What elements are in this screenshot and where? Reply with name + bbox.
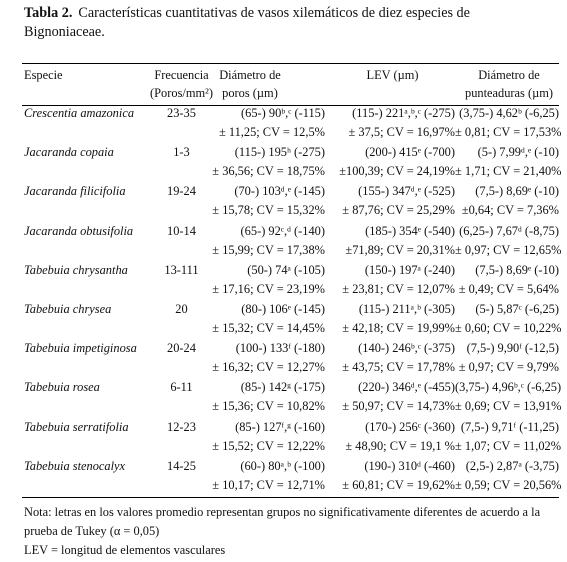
pore-diameter-stats: ± 10,17; CV = 12,71% <box>212 477 325 492</box>
lev-range: (190-) 310ᵈ (-460) <box>364 458 455 473</box>
species-name: Tabebuia chrysea <box>24 302 112 316</box>
species-name: Tabebuia rosea <box>24 380 100 395</box>
header-pit-diameter <box>459 66 559 102</box>
pore-diameter-range: (85-) 127ᶠ,ᵍ (-160) <box>235 419 325 434</box>
pit-diameter-stats: ± 0,59; CV = 20,56% <box>455 477 562 492</box>
bottom-rule <box>22 497 559 498</box>
species-name: Jacaranda obtusifolia <box>24 223 134 238</box>
lev-range: (115-) 221ᵃ,ᵇ,ᶜ (-275) <box>352 106 455 120</box>
top-rule <box>22 63 559 64</box>
lev-stats: ± 60,81; CV = 19,62% <box>342 477 455 492</box>
species-name: Tabebuia serratifolia <box>24 419 129 434</box>
pit-diameter-range: (7,5-) 8,69ᵉ (-10) <box>475 262 559 277</box>
pore-diameter-stats: ± 16,32; CV = 12,27% <box>212 360 325 375</box>
pore-diameter-range: (115-) 195ʰ (-275) <box>234 145 325 160</box>
pit-diameter-range: (3,75-) 4,96ᵇ,ᶜ (-6,25) <box>455 380 562 395</box>
lev-stats: ± 48,90; CV = 19,1 % <box>345 438 455 453</box>
header-frequency-line1: Frecuencia <box>154 68 209 82</box>
header-lev-line1: LEV (µm) <box>366 68 419 82</box>
pore-diameter-stats: ± 15,36; CV = 10,82% <box>212 399 325 414</box>
lev-stats: ± 43,75; CV = 17,78% <box>342 360 455 375</box>
lev-stats: ± 50,97; CV = 14,73% <box>342 399 455 414</box>
header-lev <box>330 66 455 84</box>
frequency-value: 10-14 <box>167 223 196 238</box>
lev-stats: ± 37,5; CV = 16,97% <box>348 125 455 139</box>
lev-stats: ±71,89; CV = 20,31% <box>345 242 455 257</box>
frequency-value: 19-24 <box>167 184 196 199</box>
pit-diameter-stats: ± 0,49; CV = 5,64% <box>458 281 559 296</box>
species-name: Crescentia amazonica <box>24 106 135 120</box>
header-species: Especie <box>24 68 63 82</box>
pit-diameter-range: (2,5-) 2,87ᵃ (-3,75) <box>465 458 559 473</box>
pore-diameter-range: (80-) 106ᵉ (-145) <box>241 302 325 316</box>
frequency-value: 6-11 <box>170 380 193 395</box>
pit-diameter-range: (7,5-) 8,69ᵉ (-10) <box>475 184 559 199</box>
lev-range: (200-) 415ᵉ (-700) <box>365 145 455 160</box>
lev-range: (115-) 211ᵃ,ᵇ (-305) <box>358 302 455 316</box>
lev-stats: ± 23,81; CV = 12,07% <box>342 281 455 296</box>
lev-stats: ± 87,76; CV = 25,29% <box>342 203 455 218</box>
frequency-value: 1-3 <box>173 145 190 160</box>
pore-diameter-range: (70-) 103ᵈ,ᵉ (-145) <box>234 184 325 199</box>
pore-diameter-stats: ± 15,78; CV = 15,32% <box>212 203 325 218</box>
pore-diameter-stats: ± 15,52; CV = 12,22% <box>212 438 325 453</box>
pit-diameter-stats: ± 0,97; CV = 12,65% <box>455 242 562 257</box>
pit-diameter-range: (5-) 5,87ᶜ (-6,25) <box>475 302 559 316</box>
species-name: Tabebuia stenocalyx <box>24 458 126 473</box>
frequency-value: 12-23 <box>167 419 196 434</box>
pit-diameter-range: (3,75-) 4,62ᵇ (-6,25) <box>459 106 559 120</box>
frequency-value: 20-24 <box>167 341 196 356</box>
pore-diameter-range: (85-) 142ᵍ (-175) <box>240 380 325 395</box>
lev-range: (220-) 346ᵈ,ᵉ (-455) <box>358 380 455 395</box>
header-pore-line1: Diámetro de <box>219 68 281 82</box>
pit-diameter-range: (7,5-) 9,71ᶠ (-11,25) <box>460 419 559 434</box>
table-caption <box>24 4 554 42</box>
pore-diameter-stats: ± 17,16; CV = 23,19% <box>212 281 325 296</box>
lev-range: (185-) 354ᵉ (-540) <box>365 223 455 238</box>
pit-diameter-stats: ± 0,81; CV = 17,53% <box>455 125 562 139</box>
pore-diameter-range: (50-) 74ᵃ (-105) <box>247 262 325 277</box>
header-frequency-line2: (Poros/mm²) <box>150 86 213 100</box>
pore-diameter-range: (65-) 90ᵇ,ᶜ (-115) <box>241 106 325 120</box>
lev-stats: ± 42,18; CV = 19,99% <box>342 321 455 335</box>
table-title: Características cuantitativas de vasos xilemáticos de diez especies de Bignoniaceae. <box>24 5 470 40</box>
pit-diameter-range: (7,5-) 9,90ᶠ (-12,5) <box>466 341 559 356</box>
frequency-value: 14-25 <box>167 458 196 473</box>
pore-diameter-range: (65-) 92ᶜ,ᵈ (-140) <box>240 223 325 238</box>
frequency-value: 13-111 <box>164 262 199 277</box>
species-name: Jacaranda copaia <box>24 145 114 160</box>
species-name: Jacaranda filicifolia <box>24 184 126 199</box>
footnote: Nota: letras en los valores promedio representan grupos no significativamente diferentes de acuerdo a la prueba de Tukey (α = 0,05) <box>24 505 541 538</box>
pit-diameter-range: (6,25-) 7,67ᵈ (-8,75) <box>459 223 559 238</box>
lev-range: (140-) 246ᵇ,ᶜ (-375) <box>358 341 455 356</box>
lev-range: (150-) 197ᵃ (-240) <box>364 262 455 277</box>
header-pit-line1: Diámetro de <box>478 68 540 82</box>
pit-diameter-range: (5-) 7,99ᵈ,ᵉ (-10) <box>477 145 559 160</box>
pit-diameter-stats: ±0,64; CV = 7,36% <box>461 203 559 218</box>
pit-diameter-stats: ± 0,69; CV = 13,91% <box>455 399 562 414</box>
frequency-value: 23-35 <box>167 106 196 120</box>
pit-diameter-stats: ± 0,60; CV = 10,22% <box>455 321 562 335</box>
pore-diameter-stats: ± 15,99; CV = 17,38% <box>212 242 325 257</box>
header-pit-line2: punteaduras (µm) <box>465 86 553 100</box>
lev-stats: ±100,39; CV = 24,19% <box>339 164 455 179</box>
species-name: Tabebuia chrysantha <box>24 262 128 277</box>
pore-diameter-stats: ± 11,25; CV = 12,5% <box>218 125 325 139</box>
pore-diameter-range: (60-) 80ᵃ,ᵇ (-100) <box>240 458 325 473</box>
header-pore-line2: poros (µm) <box>222 86 278 100</box>
header-pore-diameter <box>185 66 315 102</box>
pore-diameter-stats: ± 15,32; CV = 14,45% <box>212 321 325 335</box>
pore-diameter-range: (100-) 133ᶠ (-180) <box>235 341 325 356</box>
lev-range: (170-) 256ᶜ (-360) <box>365 419 455 434</box>
pit-diameter-stats: ± 1,07; CV = 11,02% <box>455 438 562 453</box>
table-label: Tabla 2. <box>24 5 73 21</box>
abbreviation-note: LEV = longitud de elementos vasculares <box>24 543 226 557</box>
lev-range: (155-) 347ᵈ,ᵉ (-525) <box>358 184 455 199</box>
pit-diameter-stats: ± 0,97; CV = 9,79% <box>458 360 559 375</box>
species-name: Tabebuia impetiginosa <box>24 341 137 356</box>
pit-diameter-stats: ± 1,71; CV = 21,40% <box>455 164 562 179</box>
pore-diameter-stats: ± 36,56; CV = 18,75% <box>212 164 325 179</box>
frequency-value: 20 <box>175 302 188 316</box>
